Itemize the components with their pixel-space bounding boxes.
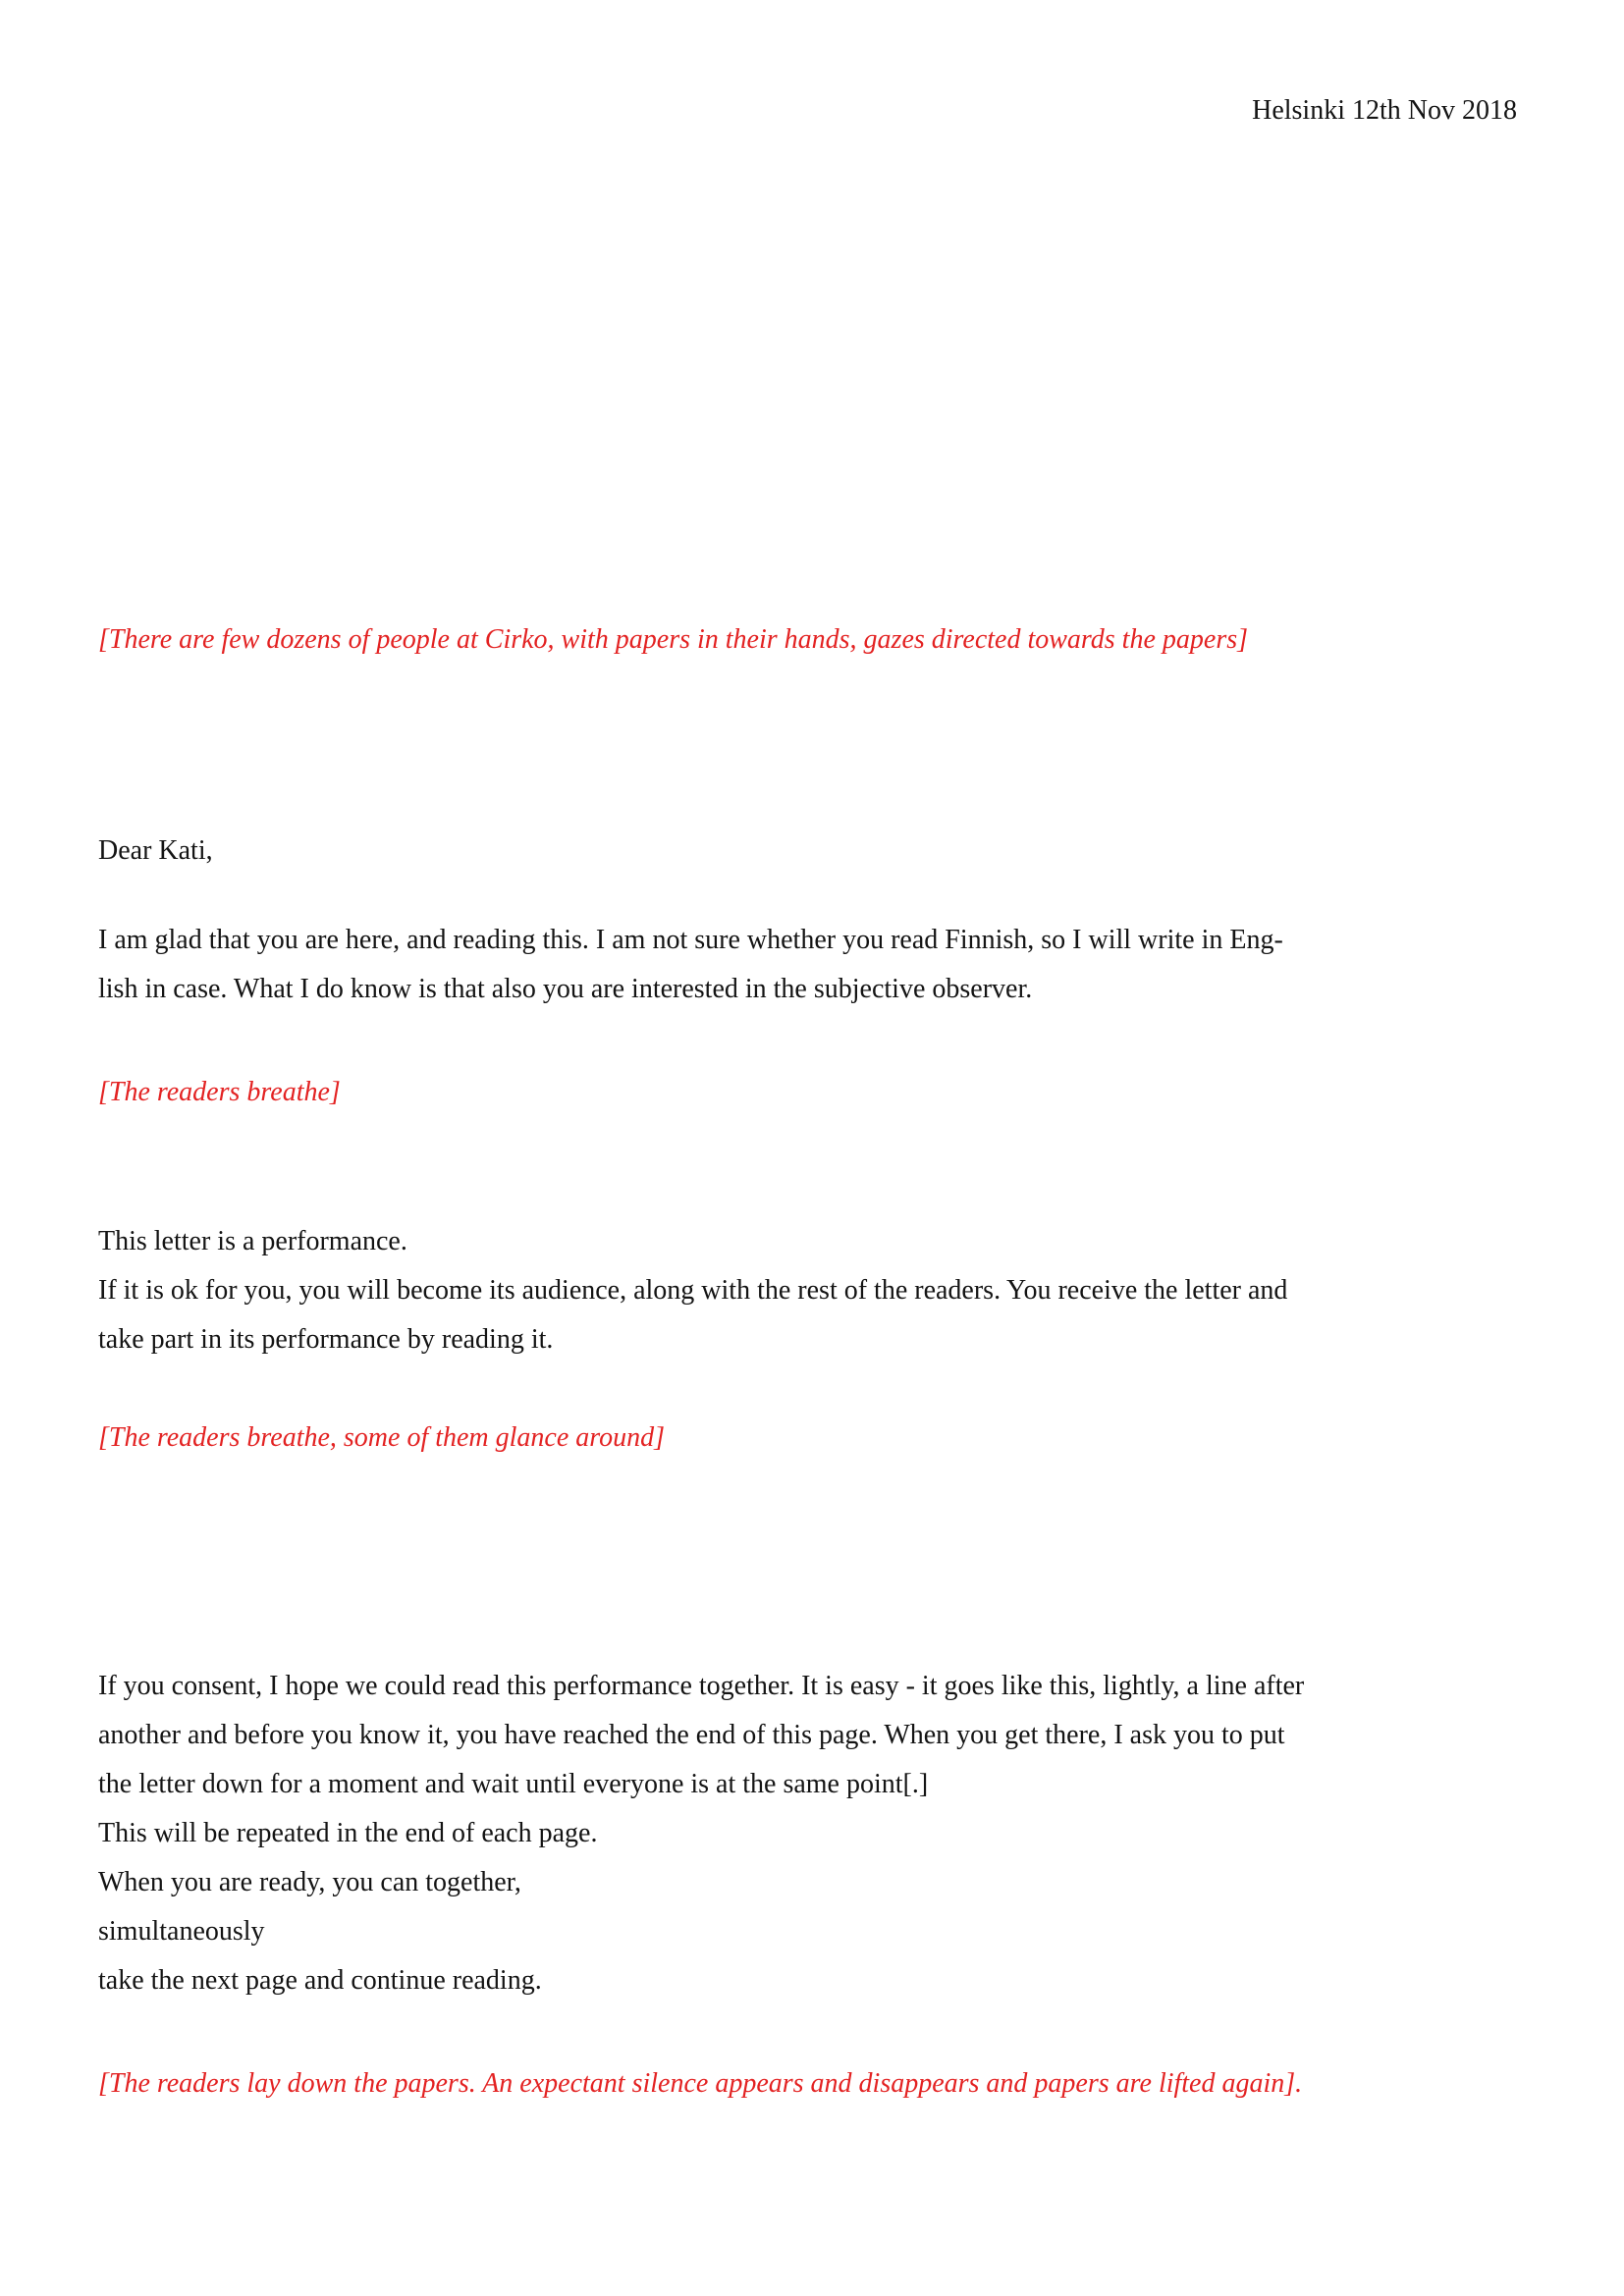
paragraph-introduction [98,916,1517,1014]
paragraph-line: This letter is a performance. [98,1226,407,1256]
stage-direction-glance-around: [The readers breathe, some of them glance around] [98,1422,666,1453]
paragraph-line: If you consent, I hope we could read this performance together. It is easy - it goes like this, lightly, a line after [98,1671,1305,1701]
paragraph-line: another and before you know it, you have reached the end of this page. When you get there, I ask you to put [98,1720,1285,1750]
paragraph-line: If it is ok for you, you will become its audience, along with the rest of the readers. You receive the letter and [98,1275,1288,1306]
paragraph-line: lish in case. What I do know is that also you are interested in the subjective observer. [98,974,1033,1004]
paragraph-instructions [98,1662,1517,2005]
stage-direction-papers-lifted: [The readers lay down the papers. An expectant silence appears and disappears and papers are lifted again]. [98,2068,1303,2099]
stage-direction-readers-breathe: [The readers breathe] [98,1077,341,1107]
stage-direction-opening: [There are few dozens of people at Cirko, with papers in their hands, gazes directed towards the papers] [98,624,1249,655]
paragraph-line: take part in its performance by reading it. [98,1324,554,1355]
paragraph-line: When you are ready, you can together, [98,1867,521,1897]
paragraph-line: simultaneously [98,1916,265,1947]
paragraph-line: take the next page and continue reading. [98,1965,542,1996]
paragraph-line: I am glad that you are here, and reading this. I am not sure whether you read Finnish, so I will write in Eng- [98,925,1283,955]
dateline: Helsinki 12th Nov 2018 [1252,95,1517,126]
paragraph-performance [98,1217,1517,1364]
paragraph-line: This will be repeated in the end of each page. [98,1818,598,1848]
salutation: Dear Kati, [98,835,213,866]
paragraph-line: the letter down for a moment and wait until everyone is at the same point[.] [98,1769,929,1799]
